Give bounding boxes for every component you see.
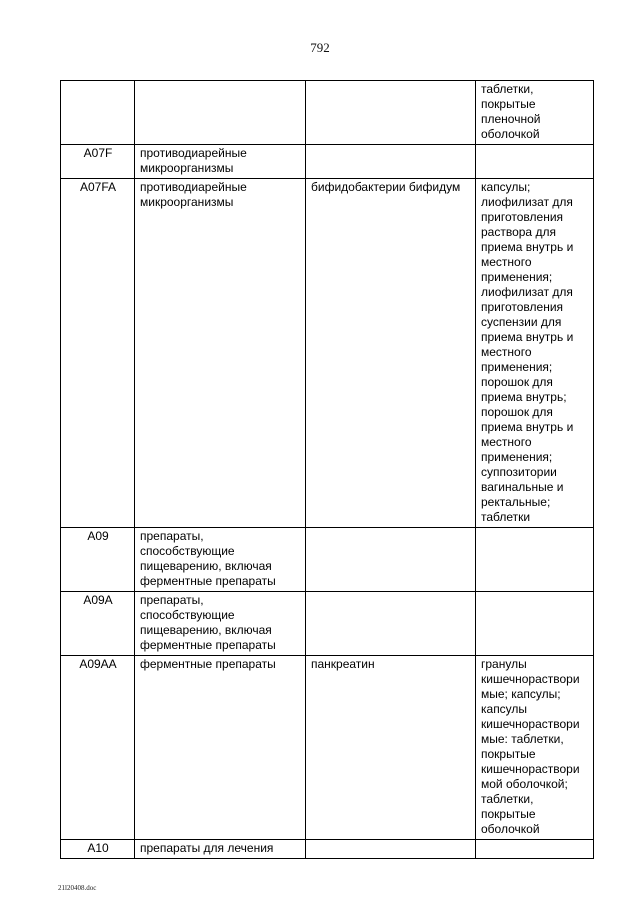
dosage-form-cell: гранулы кишечнораствори мые; капсулы; капсулы кишечнораствори мые: таблетки, покрытые кишечнораствори мой оболочкой; таблетки, покрытые оболочкой [476,656,594,840]
dosage-form-cell [476,592,594,656]
drug-name-cell [306,528,476,592]
pharm-group-cell: ферментные препараты [135,656,306,840]
atc-code-cell: A10 [61,840,135,859]
drug-name-cell: бифидобактерии бифидум [306,179,476,528]
table-row [61,840,594,859]
page-number: 792 [310,40,330,55]
pharm-group-cell: противодиарейные микроорганизмы [135,145,306,179]
pharm-group-cell: препараты, способствующие пищеварению, включая ферментные препараты [135,592,306,656]
pharm-group-cell: противодиарейные микроорганизмы [135,179,306,528]
table-row [61,179,594,528]
table-row [61,656,594,840]
atc-code-cell [61,81,135,145]
atc-code-cell: A07F [61,145,135,179]
dosage-form-cell: капсулы; лиофилизат для приготовления раствора для приема внутрь и местного применения; лиофилизат для приготовления суспензии для приема внутрь и местного применения; порошок для приема внутрь; порошок для приема внутрь и местного применения; суппозитории вагинальные и ректальные; таблетки [476,179,594,528]
drug-name-cell [306,145,476,179]
dosage-form-cell [476,145,594,179]
table-row [61,81,594,145]
pharm-group-cell [135,81,306,145]
table-row [61,592,594,656]
pharm-group-cell: препараты для лечения [135,840,306,859]
atc-drug-table [60,80,594,859]
atc-code-cell: A09 [61,528,135,592]
atc-code-cell: A09AA [61,656,135,840]
drug-name-cell [306,592,476,656]
atc-code-cell: A07FA [61,179,135,528]
drug-name-cell [306,81,476,145]
footer-filename: 21l20408.doc [58,884,97,892]
dosage-form-cell: таблетки, покрытые пленочной оболочкой [476,81,594,145]
pharm-group-cell: препараты, способствующие пищеварению, включая ферментные препараты [135,528,306,592]
atc-code-cell: A09A [61,592,135,656]
drug-name-cell: панкреатин [306,656,476,840]
drug-name-cell [306,840,476,859]
dosage-form-cell [476,528,594,592]
table-row [61,528,594,592]
table-row [61,145,594,179]
dosage-form-cell [476,840,594,859]
